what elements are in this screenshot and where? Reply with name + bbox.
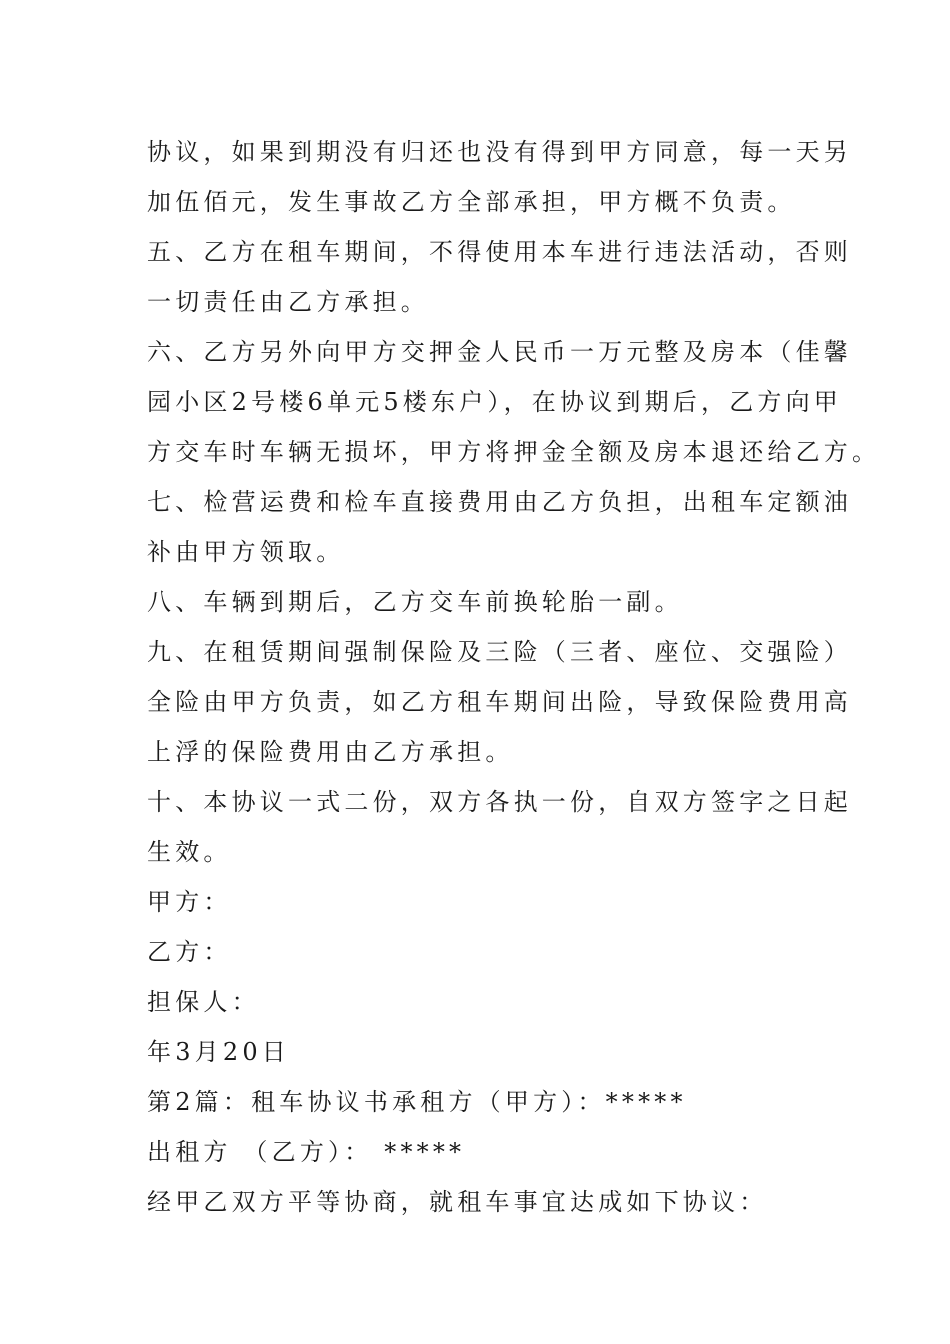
text-line: 补由甲方领取。	[147, 538, 345, 566]
text-line: 十、本协议一式二份，双方各执一份，自双方签字之日起	[147, 788, 852, 816]
text-line: 出租方 （乙方）： *****	[147, 1138, 466, 1166]
text-line: 生效。	[147, 838, 232, 866]
text-line: 八、车辆到期后，乙方交车前换轮胎一副。	[147, 588, 683, 616]
text-line: 全险由甲方负责，如乙方租车期间出险，导致保险费用高	[147, 688, 852, 716]
text-line: 园小区2号楼6单元5楼东户），在协议到期后，乙方向甲	[147, 388, 843, 416]
text-line: 上浮的保险费用由乙方承担。	[147, 738, 514, 766]
text-line: 方交车时车辆无损坏，甲方将押金全额及房本退还给乙方。	[147, 438, 881, 466]
text-line: 六、乙方另外向甲方交押金人民币一万元整及房本（佳馨	[147, 338, 852, 366]
date-line: 年3月20日	[147, 1038, 291, 1066]
text-line: 协议，如果到期没有归还也没有得到甲方同意，每一天另	[147, 138, 852, 166]
text-line: 七、检营运费和检车直接费用由乙方负担，出租车定额油	[147, 488, 852, 516]
text-line: 五、乙方在租车期间，不得使用本车进行违法活动，否则	[147, 238, 852, 266]
text-line: 一切责任由乙方承担。	[147, 288, 429, 316]
party-a-label: 甲方：	[147, 888, 232, 916]
section-heading: 第2篇：租车协议书承租方（甲方）：*****	[147, 1088, 687, 1116]
text-line: 经甲乙双方平等协商，就租车事宜达成如下协议：	[147, 1188, 768, 1216]
document-body	[147, 127, 881, 1227]
party-b-label: 乙方：	[147, 938, 232, 966]
text-line: 加伍佰元，发生事故乙方全部承担，甲方概不负责。	[147, 188, 796, 216]
text-line: 九、在租赁期间强制保险及三险（三者、座位、交强险）	[147, 638, 852, 666]
guarantor-label: 担保人：	[147, 988, 260, 1016]
